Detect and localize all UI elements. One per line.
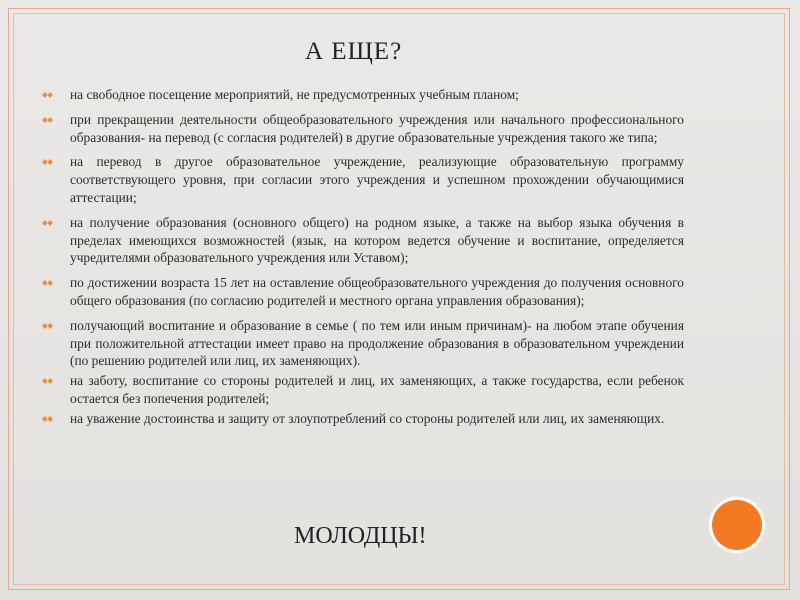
list-item-text: получающий воспитание и образование в семье ( по тем или иным причинам)- на любом этапе обучения при положительной аттестации имеет право на продолжение образования в образовательном учреждении (по решению родителей или лиц, их заменяющих). [70,317,684,369]
diamond-bullet-icon [42,415,53,423]
list-item [42,153,684,206]
diamond-bullet-icon [42,219,53,227]
orange-circle-decoration [712,500,762,550]
list-item [42,410,684,428]
list-item [42,317,684,370]
closing-text: МОЛОДЦЫ! [294,523,427,549]
rights-list [42,86,684,430]
list-item [42,274,684,310]
list-item [42,372,684,408]
diamond-bullet-icon [42,91,53,99]
diamond-bullet-icon [42,279,53,287]
list-item-text: на уважение достоинства и защиту от злоупотреблений со стороны родителей или лиц, их заменяющих. [70,410,665,426]
diamond-bullet-icon [42,116,53,124]
slide-title: А ЕЩЕ? [305,38,403,65]
list-item [42,214,684,267]
list-item-text: при прекращении деятельности общеобразовательного учреждения или начального профессионального образования- на перевод (с согласия родителей) в другие образовательные учреждения такого же типа; [70,111,684,145]
diamond-bullet-icon [42,158,53,166]
diamond-bullet-icon [42,377,53,385]
list-item [42,111,684,147]
list-item-text: на перевод в другое образовательное учреждение, реализующие образовательную программу соответствующего уровня, при согласии этого учреждения и успешном прохождении обучающимися аттестации; [70,154,684,205]
diamond-bullet-icon [42,322,53,330]
list-item [42,86,684,104]
list-item-text: на свободное посещение мероприятий, не предусмотренных учебным планом; [70,87,519,102]
list-item-text: на заботу, воспитание со стороны родителей и лиц, их заменяющих, а также государства, если ребенок остается без попечения родителей; [70,373,684,406]
list-item-text: по достижении возраста 15 лет на оставление общеобразовательного учреждения до получения основного общего образования (по согласию родителей и местного органа управления образования); [70,275,684,308]
list-item-text: на получение образования (основного общего) на родном языке, а также на выбор языка обучения в пределах имеющихся возможностей (язык, на котором ведется обучение и воспитание, определяется учредителями образовательного учреждения или Уставом); [70,214,684,266]
